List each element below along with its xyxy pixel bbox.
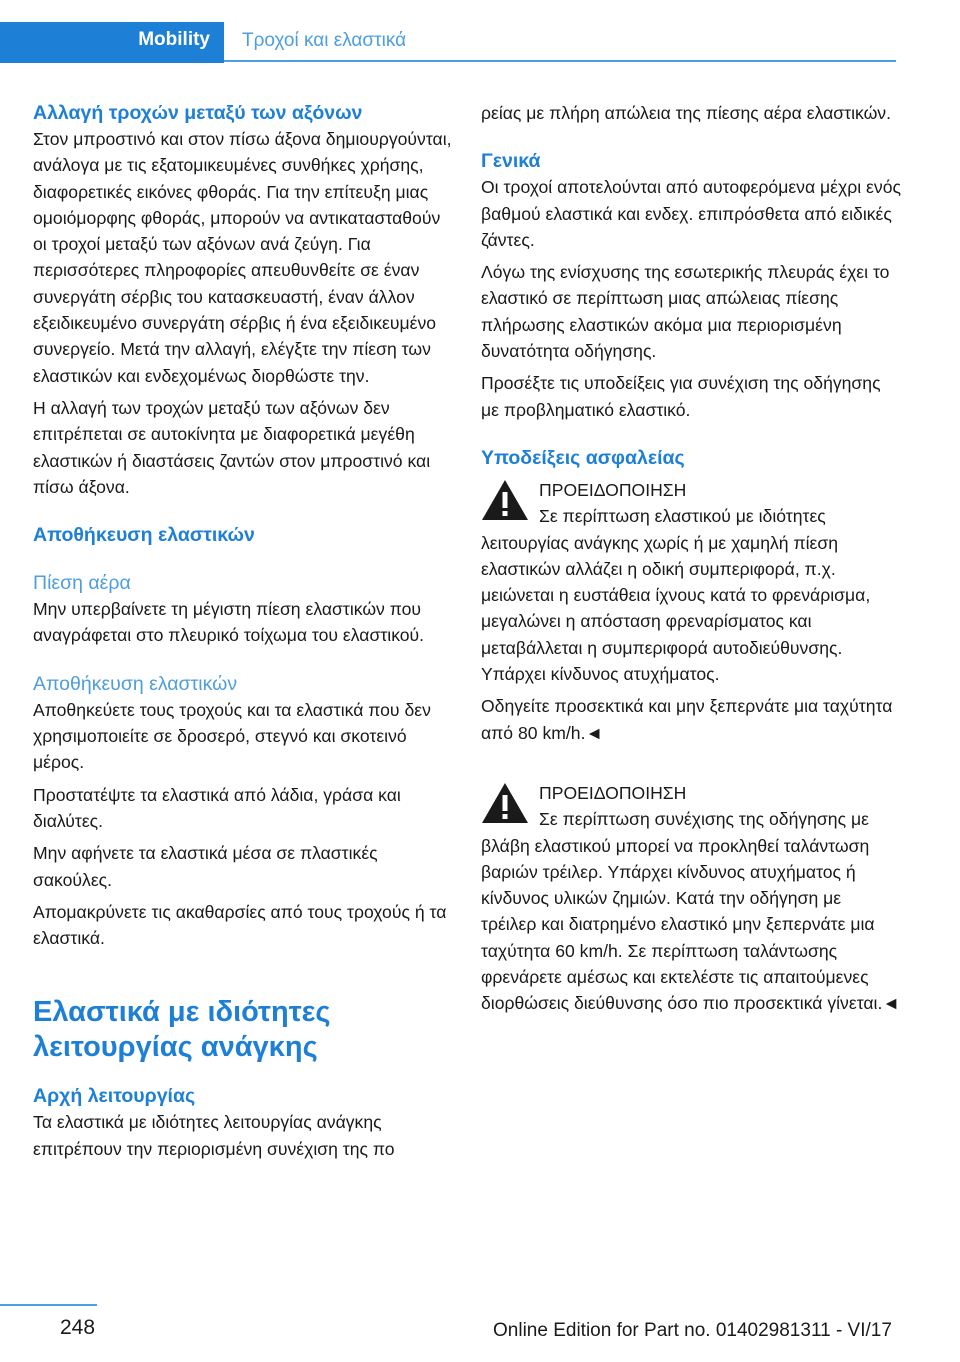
paragraph: Αποθηκεύετε τους τροχούς και τα ελαστικά που δεν χρησιμοποιείτε σε δροσερό, στεγνό και σκοτεινό μέρος. xyxy=(33,699,431,773)
paragraph: Λόγω της ενίσχυσης της εσωτερικής πλευράς έχει το ελαστικό σε περίπτωση μιας απώλειας πίεσης πλήρωσης ελαστικών ακόμα μια περιορισμένη δυνατότητα οδήγησης. xyxy=(481,262,890,362)
heading-operating-principle: Αρχή λειτουργίας xyxy=(33,1085,196,1108)
heading-general: Γενικά xyxy=(481,150,541,173)
subheading-tire-storage: Αποθήκευση ελαστικών xyxy=(33,672,238,695)
left-column xyxy=(33,100,453,1168)
heading-wheel-change: Αλλαγή τροχών μεταξύ των αξόνων xyxy=(33,102,363,124)
warning-block xyxy=(481,477,901,746)
paragraph: Μην αφήνετε τα ελαστικά μέσα σε πλαστικές σακούλες. xyxy=(33,843,378,890)
header-tab xyxy=(0,22,224,63)
page-number: 248 xyxy=(60,1316,96,1339)
paragraph: Μην υπερβαίνετε τη μέγιστη πίεση ελαστικών που αναγράφεται στο πλευρικό τοίχωμα του ελαστικού. xyxy=(33,599,425,646)
warning-triangle-icon xyxy=(481,782,529,824)
paragraph: Η αλλαγή των τροχών μεταξύ των αξόνων δεν επιτρέπεται σε αυτοκίνητα με διαφορετικά μεγέθη ελαστικών ή διαστάσεις ζαντών στον μπροστινό και πίσω άξονα. xyxy=(33,397,431,497)
edition-note: Online Edition for Part no. 01402981311 - VI/17 xyxy=(493,1320,892,1341)
warning-title: ΠΡΟΕΙΔΟΠΟΙΗΣΗ xyxy=(539,782,687,803)
header-divider xyxy=(224,60,896,62)
heading-safety-notes: Υποδείξεις ασφαλείας xyxy=(481,446,685,469)
paragraph: Τα ελαστικά με ιδιότητες λειτουργίας ανάγκης επιτρέπουν την περιορισμένη συνέχιση της πο xyxy=(33,1112,395,1159)
paragraph: Οι τροχοί αποτελούνται από αυτοφερόμενα μέχρι ενός βαθμού ελαστικά και ενδεχ. επιπρόσθετα από ειδικές ζάντες. xyxy=(481,177,901,250)
warning-title: ΠΡΟΕΙΔΟΠΟΙΗΣΗ xyxy=(539,479,687,500)
spacer xyxy=(481,752,901,774)
warning-text: Σε περίπτωση συνέχισης της οδήγησης με βλάβη ελαστικού μπορεί να προκληθεί ταλάντωση βαριών τρέιλερ. Υπάρχει κίνδυνος ατυχήματος ή κίνδυνος υλικών ζημιών. Κατά την οδήγηση με τρέιλερ και διατρημένο ελαστικό μην ξεπερνάτε μια ταχύτητα 60 km/h. Σε περίπτωση ταλάντωσης φρενάρετε αμέσως και εκτελέστε τις απαιτούμενες διορθώσεις διεύθυνσης όσο πιο προσεκτικά γίνεται.◄ xyxy=(481,809,900,1014)
warning-triangle-icon xyxy=(481,479,529,521)
paragraph: Προσέξτε τις υποδείξεις για συνέχιση της οδήγησης με προβληματικό ελαστικό. xyxy=(481,373,881,420)
footer-divider xyxy=(0,1304,97,1306)
warning-text: Οδηγείτε προσεκτικά και μην ξεπερνάτε μια ταχύτητα από 80 km/h.◄ xyxy=(481,696,893,743)
page-header xyxy=(0,22,896,62)
warning-block xyxy=(481,780,901,1017)
header-tab-label: Mobility xyxy=(138,29,210,50)
paragraph: Απομακρύνετε τις ακαθαρσίες από τους τροχούς ή τα ελαστικά. xyxy=(33,901,447,949)
heading-runflat-tires: Ελαστικά με ιδιότητες λειτουργίας ανάγκης xyxy=(33,996,331,1064)
paragraph: ρείας με πλήρη απώλεια της πίεσης αέρα ελαστικών. xyxy=(481,103,891,123)
right-column xyxy=(481,100,901,1023)
heading-tire-storage: Αποθήκευση ελαστικών xyxy=(33,524,255,547)
warning-text: Σε περίπτωση ελαστικού με ιδιότητες λειτουργίας ανάγκης χωρίς ή με χαμηλή πίεση ελαστικών αλλάζει η οδική συμπεριφορά, π.χ. μειώνεται η ευστάθεια ίχνους κατά το φρενάρισμα, μεγαλώνει η απόσταση φρεναρίσματος και μεταβάλλεται η συμπεριφορά αυτοδιεύθυνσης. Υπάρχει κίνδυνος ατυχήματος. xyxy=(481,506,871,685)
paragraph: Προστατέψτε τα ελαστικά από λάδια, γράσα και διαλύτες. xyxy=(33,784,401,831)
paragraph: Στον μπροστινό και στον πίσω άξονα δημιουργούνται, ανάλογα με τις εξατομικευμένες συνθήκες χρήσης, διαφορετικές εικόνες φθοράς. Για την επίτευξη μιας ομοιόμορφης φθοράς, μπορούν να αντικατασταθούν οι τροχοί μεταξύ των αξόνων ανά ζεύγη. Για περισσότερες πληροφορίες απευθυνθείτε σε έναν συνεργάτη σέρβις του κατασκευαστή, έναν άλλον εξειδικευμένο συνεργάτη σέρβις ή ένα εξειδικευμένο συνεργείο. Μετά την αλλαγή, ελέγξτε την πίεση των ελαστικών και ενδεχομένως διορθώστε την. xyxy=(33,129,452,386)
header-section-title: Τροχοί και ελαστικά xyxy=(242,30,407,51)
subheading-air-pressure: Πίεση αέρα xyxy=(33,572,131,595)
